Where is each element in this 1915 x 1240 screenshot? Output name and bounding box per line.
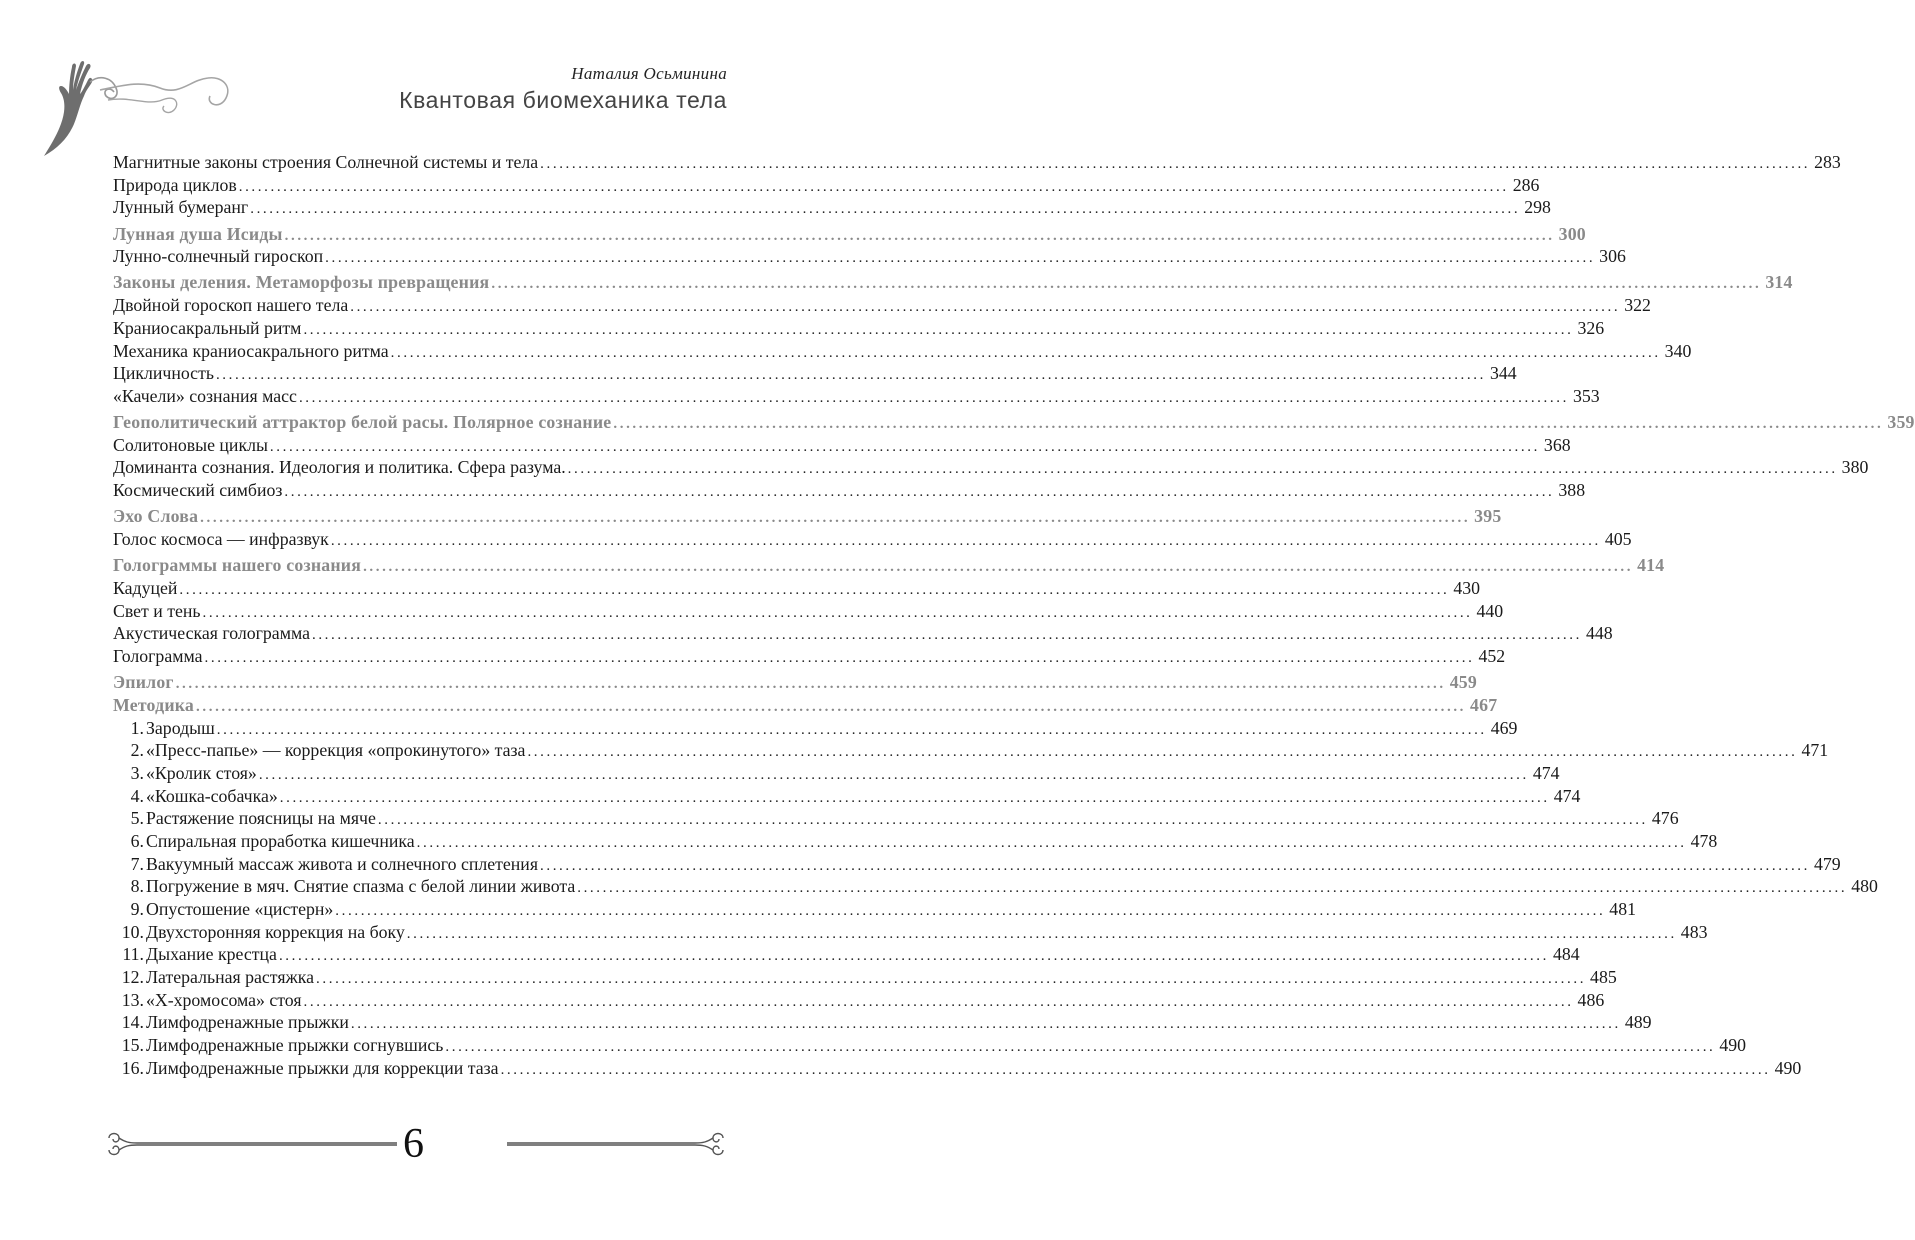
toc-entry-title: Двухсторонняя коррекция на боку	[146, 921, 405, 942]
toc-entry-title: Геополитический аттрактор белой расы. Полярное сознание	[113, 412, 612, 433]
toc-entry[interactable]	[113, 528, 1632, 551]
toc-entry[interactable]	[113, 456, 1869, 479]
toc-page-number: 283	[1814, 152, 1841, 172]
toc-entry-title: Латеральная растяжка	[146, 967, 315, 988]
toc-entry-title: Опустошение «цистерн»	[146, 899, 334, 919]
toc-page-number: 478	[1690, 830, 1718, 851]
toc-page-number: 490	[1774, 1057, 1802, 1078]
dot-leader: ........................................................................................................................................................................................................	[303, 321, 1574, 338]
dot-leader: ........................................................................................................................................................................................................	[175, 676, 1446, 693]
page-number: 6	[403, 1121, 424, 1167]
dot-leader: ........................................................................................................................................................................................................	[335, 903, 1606, 919]
toc-entry[interactable]	[113, 989, 1605, 1012]
author-name: Наталия Осьминина	[571, 64, 727, 83]
toc-entry[interactable]	[113, 853, 1841, 876]
toc-page-number: 344	[1489, 363, 1517, 384]
toc-entry[interactable]	[113, 830, 1718, 853]
dot-leader: ........................................................................................................................................................................................................	[613, 416, 1884, 433]
toc-entry[interactable]	[113, 875, 1878, 898]
toc-entry-title: Лунно-солнечный гироскоп	[113, 246, 324, 267]
toc-page-number: 484	[1552, 944, 1580, 965]
dot-leader: ........................................................................................................................................................................................................	[377, 812, 1648, 829]
toc-page-number: 300	[1558, 223, 1586, 244]
toc-entry[interactable]	[113, 1057, 1802, 1080]
toc-page-number: 326	[1577, 317, 1605, 338]
toc-page-number: 395	[1474, 506, 1502, 527]
toc-section[interactable]	[113, 671, 1477, 694]
toc-entry-title: Механика краниосакрального ритма	[113, 340, 389, 361]
toc-entry[interactable]	[113, 479, 1586, 502]
toc-entry[interactable]	[113, 340, 1692, 363]
toc-entry-number: 13.	[121, 989, 144, 1010]
dot-leader: ........................................................................................................................................................................................................	[179, 581, 1450, 598]
toc-entry-title: Растяжение поясницы на мяче	[146, 808, 376, 829]
toc-entry-number: 14.	[121, 1012, 144, 1033]
dot-leader: ........................................................................................................................................................................................................	[279, 789, 1550, 806]
dot-leader: ........................................................................................................................................................................................................	[500, 1061, 1771, 1078]
toc-page-number: 368	[1543, 434, 1571, 455]
dot-leader: ........................................................................................................................................................................................................	[406, 925, 1677, 942]
dot-leader: ........................................................................................................................................................................................................	[216, 721, 1487, 738]
toc-entry-title: Эхо Слова	[113, 506, 199, 527]
dot-leader: ........................................................................................................................................................................................................	[325, 250, 1596, 267]
toc-section[interactable]	[113, 271, 1793, 294]
toc-entry-title: Зародыш	[146, 717, 215, 738]
dot-leader: ........................................................................................................................................................................................................	[311, 627, 1582, 644]
toc-page-number: 452	[1478, 645, 1506, 666]
toc-entry[interactable]	[113, 362, 1517, 385]
toc-entry[interactable]	[113, 739, 1829, 762]
toc-entry-number: 16.	[121, 1057, 144, 1078]
dot-leader: ........................................................................................................................................................................................................	[215, 367, 1486, 384]
dot-leader: ........................................................................................................................................................................................................	[303, 993, 1574, 1010]
toc-entry-title: Акустическая голограмма	[113, 623, 310, 644]
dot-leader: ........................................................................................................................................................................................................	[330, 533, 1601, 549]
toc-entry-title: Магнитные законы строения Солнечной системы и тела	[113, 152, 539, 172]
toc-entry[interactable]	[113, 785, 1581, 808]
toc-entry-title: Голограмма	[113, 645, 203, 666]
toc-entry[interactable]	[113, 577, 1481, 600]
toc-entry[interactable]	[113, 966, 1617, 989]
toc-entry-title: Лимфодренажные прыжки согнувшись	[146, 1035, 444, 1056]
toc-page-number: 481	[1609, 899, 1636, 919]
dot-leader: ........................................................................................................................................................................................................	[204, 649, 1475, 666]
toc-entry-number: 8.	[130, 876, 144, 897]
toc-entry-title: Дыхание крестца	[146, 944, 277, 965]
toc-entry[interactable]	[113, 434, 1571, 457]
toc-entry-number: 10.	[121, 921, 144, 942]
toc-entry-number: 9.	[130, 899, 144, 919]
dot-leader: ........................................................................................................................................................................................................	[200, 510, 1471, 527]
toc-page-number: 380	[1841, 457, 1869, 478]
dot-leader: ........................................................................................................................................................................................................	[250, 201, 1521, 218]
dot-leader: ........................................................................................................................................................................................................	[278, 948, 1549, 965]
dot-leader: ........................................................................................................................................................................................................	[567, 461, 1838, 478]
toc-page-number: 474	[1553, 785, 1581, 806]
toc-entry-title: Лимфодренажные прыжки	[146, 1012, 349, 1033]
dot-leader: ........................................................................................................................................................................................................	[577, 880, 1848, 897]
toc-entry[interactable]	[113, 151, 1841, 174]
dot-leader: ........................................................................................................................................................................................................	[196, 698, 1467, 715]
toc-section[interactable]	[113, 694, 1498, 717]
toc-page-number: 490	[1719, 1035, 1747, 1056]
toc-entry-title: Голограммы нашего сознания	[113, 555, 362, 576]
toc-entry-number: 11.	[122, 944, 144, 965]
toc-section[interactable]	[113, 505, 1502, 528]
toc-entry-title: Природа циклов	[113, 174, 237, 195]
toc-entry-title: Законы деления. Метаморфозы превращения	[113, 272, 490, 293]
toc-entry[interactable]	[113, 717, 1518, 740]
toc-entry-title: Методика	[113, 694, 195, 715]
toc-entry-number: 2.	[130, 740, 144, 761]
dot-leader: ........................................................................................................................................................................................................	[284, 484, 1555, 501]
toc-page-number: 322	[1624, 295, 1651, 316]
toc-entry-title: Эпилог	[113, 672, 174, 693]
toc-page-number: 353	[1572, 385, 1600, 406]
toc-entry-title: Свет и тень	[113, 600, 201, 621]
toc-entry[interactable]	[113, 317, 1605, 340]
toc-entry-title: «Кошка-собачка»	[146, 785, 278, 806]
toc-page-number: 474	[1532, 762, 1560, 783]
toc-entry[interactable]	[113, 385, 1600, 408]
toc-page-number: 306	[1599, 246, 1626, 267]
toc-page-number: 469	[1490, 717, 1518, 738]
dot-leader: ........................................................................................................................................................................................................	[258, 766, 1529, 783]
toc-page-number: 480	[1851, 876, 1878, 897]
toc-page-number: 359	[1887, 412, 1915, 433]
toc-page-number: 467	[1470, 694, 1498, 715]
toc-entry[interactable]	[113, 943, 1580, 966]
toc-page-number: 471	[1801, 740, 1829, 761]
dot-leader: ........................................................................................................................................................................................................	[363, 559, 1634, 576]
toc-entry[interactable]	[113, 898, 1636, 921]
toc-entry[interactable]	[113, 1034, 1747, 1057]
toc-entry[interactable]	[113, 294, 1651, 317]
toc-entry-title: Лунный бумеранг	[113, 197, 249, 218]
toc-entry-title: Погружение в мяч. Снятие спазма с белой линии живота	[146, 876, 576, 897]
toc-entry-title: Голос космоса — инфразвук	[113, 529, 329, 549]
toc-entry-title: «Кролик стоя»	[146, 762, 257, 783]
toc-entry-title: Лунная душа Исиды	[113, 223, 283, 244]
toc-entry-title: «Качели» сознания масс	[113, 385, 297, 406]
toc-entry[interactable]	[113, 196, 1551, 219]
dot-leader: ........................................................................................................................................................................................................	[540, 857, 1810, 874]
dot-leader: ........................................................................................................................................................................................................	[390, 344, 1661, 361]
toc-entry-title: Лимфодренажные прыжки для коррекции таза	[146, 1057, 499, 1078]
toc-page-number: 430	[1453, 577, 1481, 598]
dot-leader: ........................................................................................................................................................................................................	[445, 1039, 1716, 1056]
toc-section[interactable]	[113, 223, 1586, 246]
dot-leader: ........................................................................................................................................................................................................	[316, 971, 1587, 988]
table-of-contents	[113, 151, 1915, 1080]
toc-page-number: 448	[1585, 623, 1613, 644]
dot-leader: ........................................................................................................................................................................................................	[350, 299, 1621, 316]
toc-entry[interactable]	[113, 174, 1540, 197]
dot-leader: ........................................................................................................................................................................................................	[350, 1016, 1621, 1033]
toc-page-number: 414	[1637, 555, 1665, 576]
toc-page-number: 298	[1524, 197, 1551, 218]
toc-entry[interactable]	[113, 245, 1626, 268]
toc-entry-title: Кадуцей	[113, 577, 178, 598]
toc-entry-title: Краниосакральный ритм	[113, 317, 302, 338]
toc-page-number: 405	[1604, 529, 1632, 549]
toc-entry-number: 7.	[130, 853, 144, 874]
toc-page-number: 486	[1577, 989, 1605, 1010]
toc-page-number: 483	[1680, 921, 1708, 942]
toc-entry[interactable]	[113, 762, 1560, 785]
toc-entry-title: Вакуумный массаж живота и солнечного сплетения	[146, 853, 538, 874]
toc-page-number: 476	[1651, 808, 1679, 829]
toc-entry-number: 6.	[130, 830, 144, 851]
toc-page-number: 314	[1765, 272, 1793, 293]
toc-entry-title: Космический симбиоз	[113, 480, 283, 501]
dot-leader: ........................................................................................................................................................................................................	[202, 604, 1473, 621]
toc-section[interactable]	[113, 554, 1665, 577]
toc-page-number: 459	[1449, 672, 1477, 693]
toc-entry-number: 15.	[121, 1035, 144, 1056]
toc-page-number: 286	[1512, 174, 1540, 195]
toc-page-number: 440	[1476, 600, 1504, 621]
dot-leader: ........................................................................................................................................................................................................	[269, 438, 1540, 455]
toc-entry[interactable]	[113, 921, 1708, 944]
toc-page-number: 489	[1624, 1012, 1652, 1033]
toc-entry-title: «Пресс-папье» — коррекция «опрокинутого» таза	[146, 740, 526, 761]
toc-entry[interactable]	[113, 600, 1504, 623]
toc-entry-number: 4.	[130, 785, 144, 806]
toc-entry-title: Цикличность	[113, 363, 214, 384]
toc-page-number: 485	[1590, 967, 1617, 988]
toc-page-number: 388	[1558, 480, 1586, 501]
toc-entry[interactable]	[113, 807, 1679, 830]
dot-leader: ........................................................................................................................................................................................................	[284, 227, 1555, 244]
toc-entry-title: Двойной гороскоп нашего тела	[113, 295, 349, 316]
toc-entry-title: Доминанта сознания. Идеология и политика. Сфера разума.	[113, 457, 566, 478]
toc-entry-number: 12.	[121, 967, 144, 988]
dot-leader: ........................................................................................................................................................................................................	[491, 276, 1762, 293]
toc-entry[interactable]	[113, 1011, 1652, 1034]
book-title: Квантовая биомеханика тела	[399, 87, 727, 113]
dot-leader: ........................................................................................................................................................................................................	[527, 744, 1798, 761]
toc-entry-number: 3.	[130, 762, 144, 783]
toc-entry-number: 1.	[130, 717, 144, 738]
toc-page-number: 340	[1664, 340, 1692, 361]
dot-leader: ........................................................................................................................................................................................................	[416, 834, 1687, 851]
toc-entry-title: Спиральная проработка кишечника	[146, 830, 415, 851]
dot-leader: ........................................................................................................................................................................................................	[238, 178, 1509, 195]
dot-leader: ........................................................................................................................................................................................................	[298, 389, 1569, 406]
toc-page-number: 479	[1814, 853, 1841, 874]
toc-entry-title: Солитоновые циклы	[113, 434, 268, 455]
toc-entry[interactable]	[113, 622, 1613, 645]
toc-entry[interactable]	[113, 645, 1506, 668]
dot-leader: ........................................................................................................................................................................................................	[540, 156, 1811, 172]
toc-section[interactable]	[113, 411, 1915, 434]
toc-entry-title: «Х-хромосома» стоя	[146, 989, 302, 1010]
toc-entry-number: 5.	[130, 808, 144, 829]
